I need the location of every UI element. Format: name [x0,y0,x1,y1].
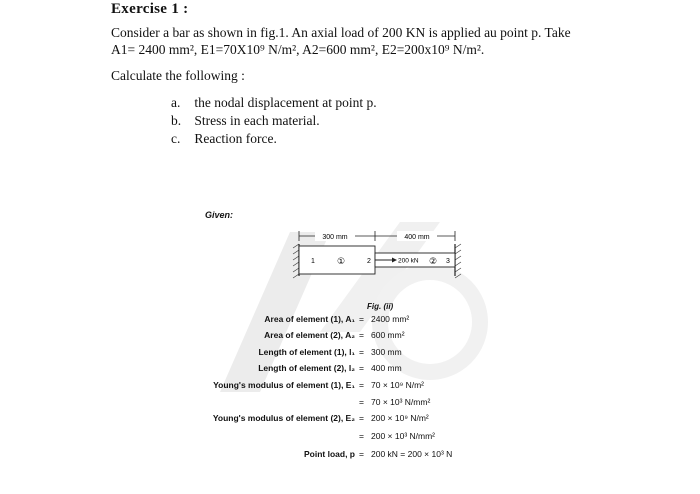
given-row-equals: = [359,380,364,390]
given-row-equals: = [359,330,364,340]
load-label: 200 kN [398,257,419,265]
problem-statement [111,24,571,58]
list-item-text: the nodal displacement at point p. [194,95,377,110]
element-2-label: ② [428,257,438,267]
given-row-label: Length of element (2), l₂ [258,363,355,373]
given-row-value: 200 × 10³ N/mm² [371,431,436,441]
list-item-label: b. [171,113,182,128]
dim-label-2: 400 mm [404,234,430,241]
given-row-equals: = [359,363,364,373]
given-row-value: 300 mm [371,347,402,357]
calculate-prompt: Calculate the following : [111,68,245,83]
list-item-text: Stress in each material. [194,113,320,128]
node-2-label: 2 [367,258,371,265]
given-row-value: 400 mm [371,363,402,373]
list-item [171,131,277,147]
given-row-value: 70 × 10⁹ N/m² [371,380,425,390]
node-3-label: 3 [446,258,450,265]
given-heading: Given: [205,210,234,220]
list-item-label: c. [171,131,181,146]
given-row-equals: = [359,431,364,441]
given-row-equals: = [359,397,364,407]
given-row-value: 600 mm² [371,330,405,340]
given-row-label: Area of element (2), A₂ [264,330,355,340]
dim-label-1: 300 mm [322,234,348,241]
given-row-label: Length of element (1), l₁ [258,347,355,357]
node-1-label: 1 [311,258,315,265]
given-row-equals: = [359,413,364,423]
list-item [171,113,320,129]
element-1-label: ① [336,257,346,267]
problem-line-2: A1= 2400 mm², E1=70X10⁹ N/m², A2=600 mm², E2=200x10⁹ N/m². [111,42,485,57]
given-row-equals: = [359,314,364,324]
given-row-equals: = [359,449,364,459]
exercise-title: Exercise 1 : [111,1,189,17]
given-row-label: Young's modulus of element (1), E₁ [213,380,355,390]
given-row-equals: = [359,347,364,357]
figure-caption: Fig. (ii) [367,302,394,311]
bar-diagram [285,222,465,282]
given-row-label: Area of element (1), A₁ [264,314,355,324]
list-item-text: Reaction force. [194,131,277,146]
given-row-value: 2400 mm² [371,314,410,324]
given-row-value: 70 × 10³ N/mm² [371,397,431,407]
given-row-label: Young's modulus of element (2), E₂ [212,413,355,423]
given-row-value: 200 kN = 200 × 10³ N [371,449,453,459]
given-row-value: 200 × 10⁹ N/m² [371,413,429,423]
problem-line-1: Consider a bar as shown in fig.1. An axial load of 200 KN is applied au point p. Take [111,25,571,40]
list-item-label: a. [171,95,181,110]
list-item [171,95,377,111]
given-row-label: Point load, p [304,449,355,459]
